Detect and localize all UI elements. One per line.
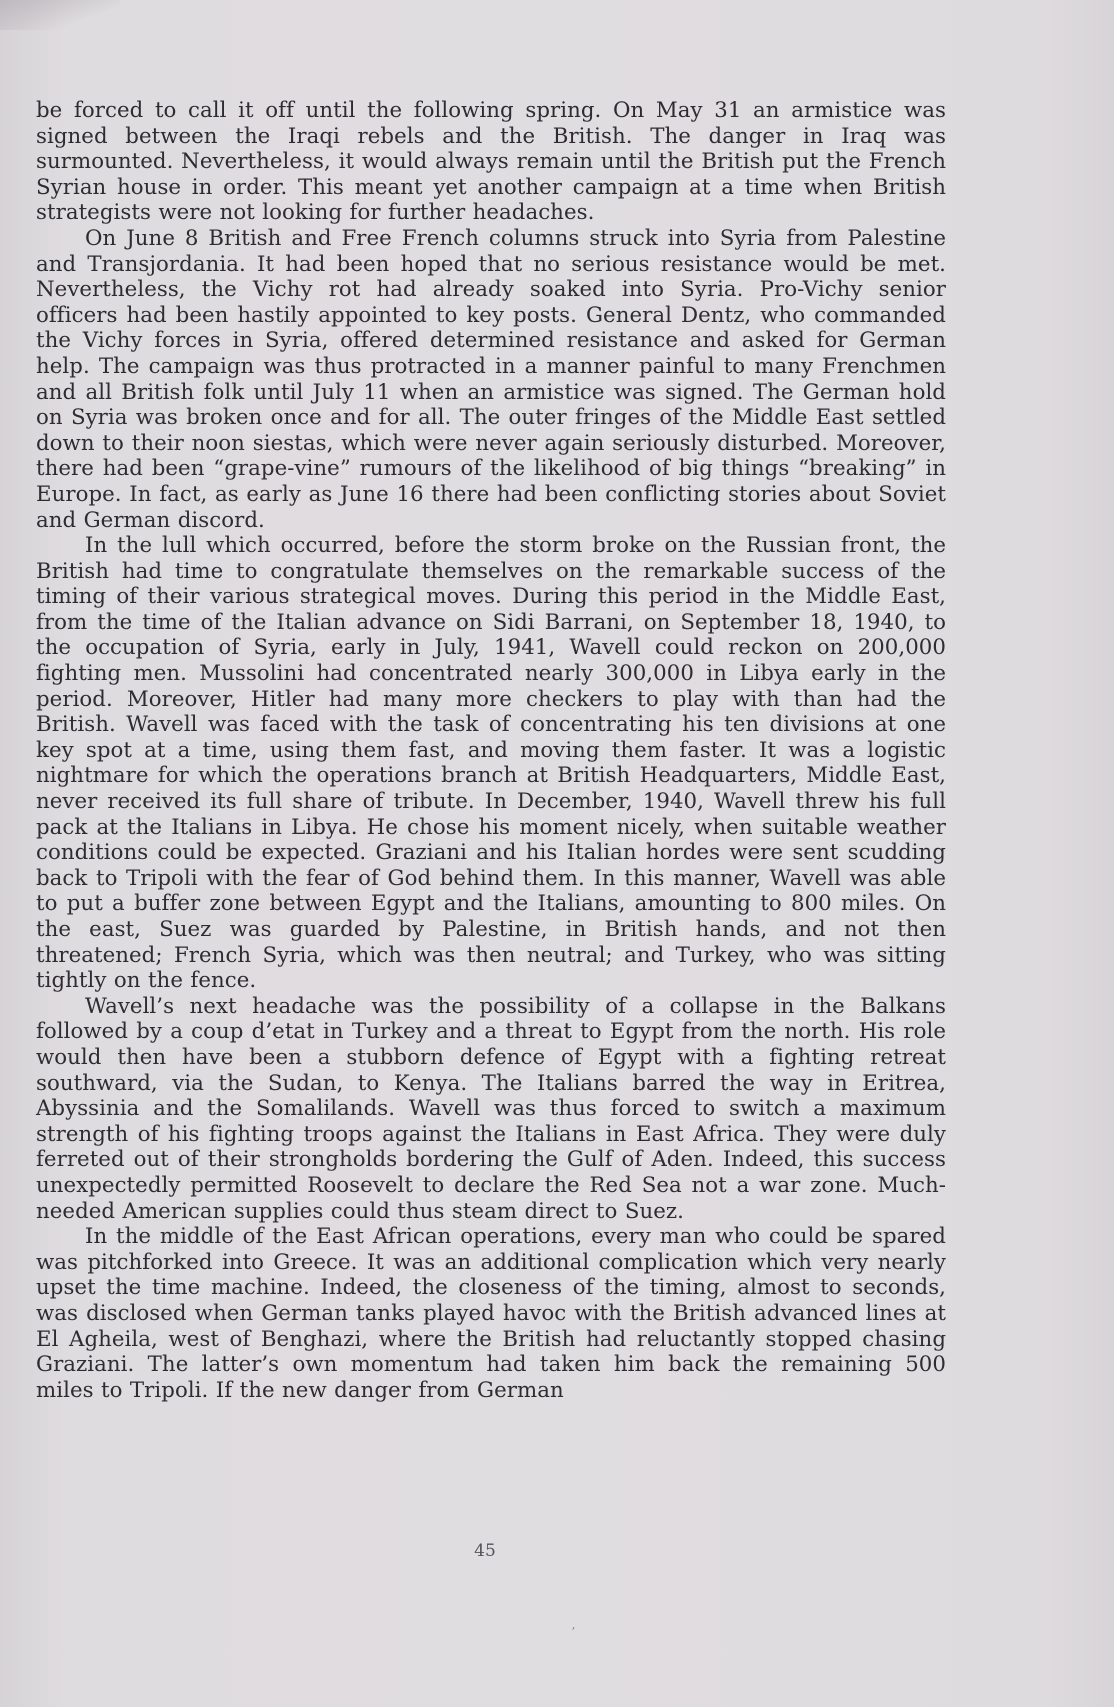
paragraph-3: In the lull which occurred, before the storm broke on the Russian front, the British had time to congratulate themselves on the remarkable success of the timing of their various strategical moves. During this period in the Middle East, from the time of the Italian advance on Sidi Barrani, on September 18, 1940, to the occupation of Syria, early in July, 1941, Wavell could reckon on 200,000 fighting men. Mussolini had concentrated nearly 300,000 in Libya early in the period. Moreover, Hitler had many more checkers to play with than had the British. Wavell was faced with the task of concentrating his ten divisions at one key spot at a time, using them fast, and moving them faster. It was a logistic nightmare for which the operations branch at British Headquarters, Middle East, never received its full share of tribute. In December, 1940, Wavell threw his full pack at the Italians in Libya. He chose his moment nicely, when suitable weather conditions could be expected. Graziani and his Italian hordes were sent scudding back to Tripoli with the fear of God behind them. In this manner, Wavell was able to put a buffer zone between Egypt and the Italians, amounting to 800 miles. On the east, Suez was guarded by Palestine, in British hands, and not then threatened; French Syria, which was then neutral; and Turkey, who was sitting tightly on the fence. (36, 533, 946, 994)
paragraph-5: In the middle of the East African operations, every man who could be spared was pitchforked into Greece. It was an additional complication which very nearly upset the time machine. Indeed, the closeness of the timing, almost to seconds, was disclosed when German tanks played havoc with the British advanced lines at El Agheila, west of Benghazi, where the British had reluctantly stopped chasing Graziani. The latter’s own momentum had taken him back the remaining 500 miles to Tripoli. If the new danger from German (36, 1224, 946, 1403)
paragraph-4: Wavell’s next headache was the possibility of a collapse in the Balkans followed by a coup d’etat in Turkey and a threat to Egypt from the north. His role would then have been a stubborn defence of Egypt with a fighting retreat southward, via the Sudan, to Kenya. The Italians barred the way in Eritrea, Abyssinia and the Somalilands. Wavell was thus forced to switch a maximum strength of his fighting troops against the Italians in East Africa. They were duly ferreted out of their strongholds bordering the Gulf of Aden. Indeed, this success unexpectedly permitted Roosevelt to declare the Red Sea not a war zone. Much-needed American supplies could thus steam direct to Suez. (36, 993, 946, 1224)
paragraph-1: be forced to call it off until the following spring. On May 31 an armistice was signed between the Iraqi rebels and the British. The danger in Iraq was surmounted. Nevertheless, it would always remain until the British put the French Syrian house in order. This meant yet another campaign at a time when British strategists were not looking for further headaches. (36, 98, 946, 226)
body-text (36, 98, 946, 1403)
paragraph-2: On June 8 British and Free French columns struck into Syria from Palestine and Transjordania. It had been hoped that no serious resistance would be met. Nevertheless, the Vichy rot had already soaked into Syria. Pro-Vichy senior officers had been hastily appointed to key posts. General Dentz, who commanded the Vichy forces in Syria, offered determined resistance and asked for German help. The campaign was thus protracted in a manner painful to many Frenchmen and all British folk until July 11 when an armistice was signed. The German hold on Syria was broken once and for all. The outer fringes of the Middle East settled down to their noon siestas, which were never again seriously disturbed. Moreover, there had been “grape-vine” rumours of the likelihood of big things “breaking” in Europe. In fact, as early as June 16 there had been conflicting stories about Soviet and German discord. (36, 225, 946, 533)
page-number: 45 (474, 1541, 496, 1561)
page-corner-shadow (0, 0, 120, 30)
scan-speck: ʼ (571, 1625, 575, 1639)
